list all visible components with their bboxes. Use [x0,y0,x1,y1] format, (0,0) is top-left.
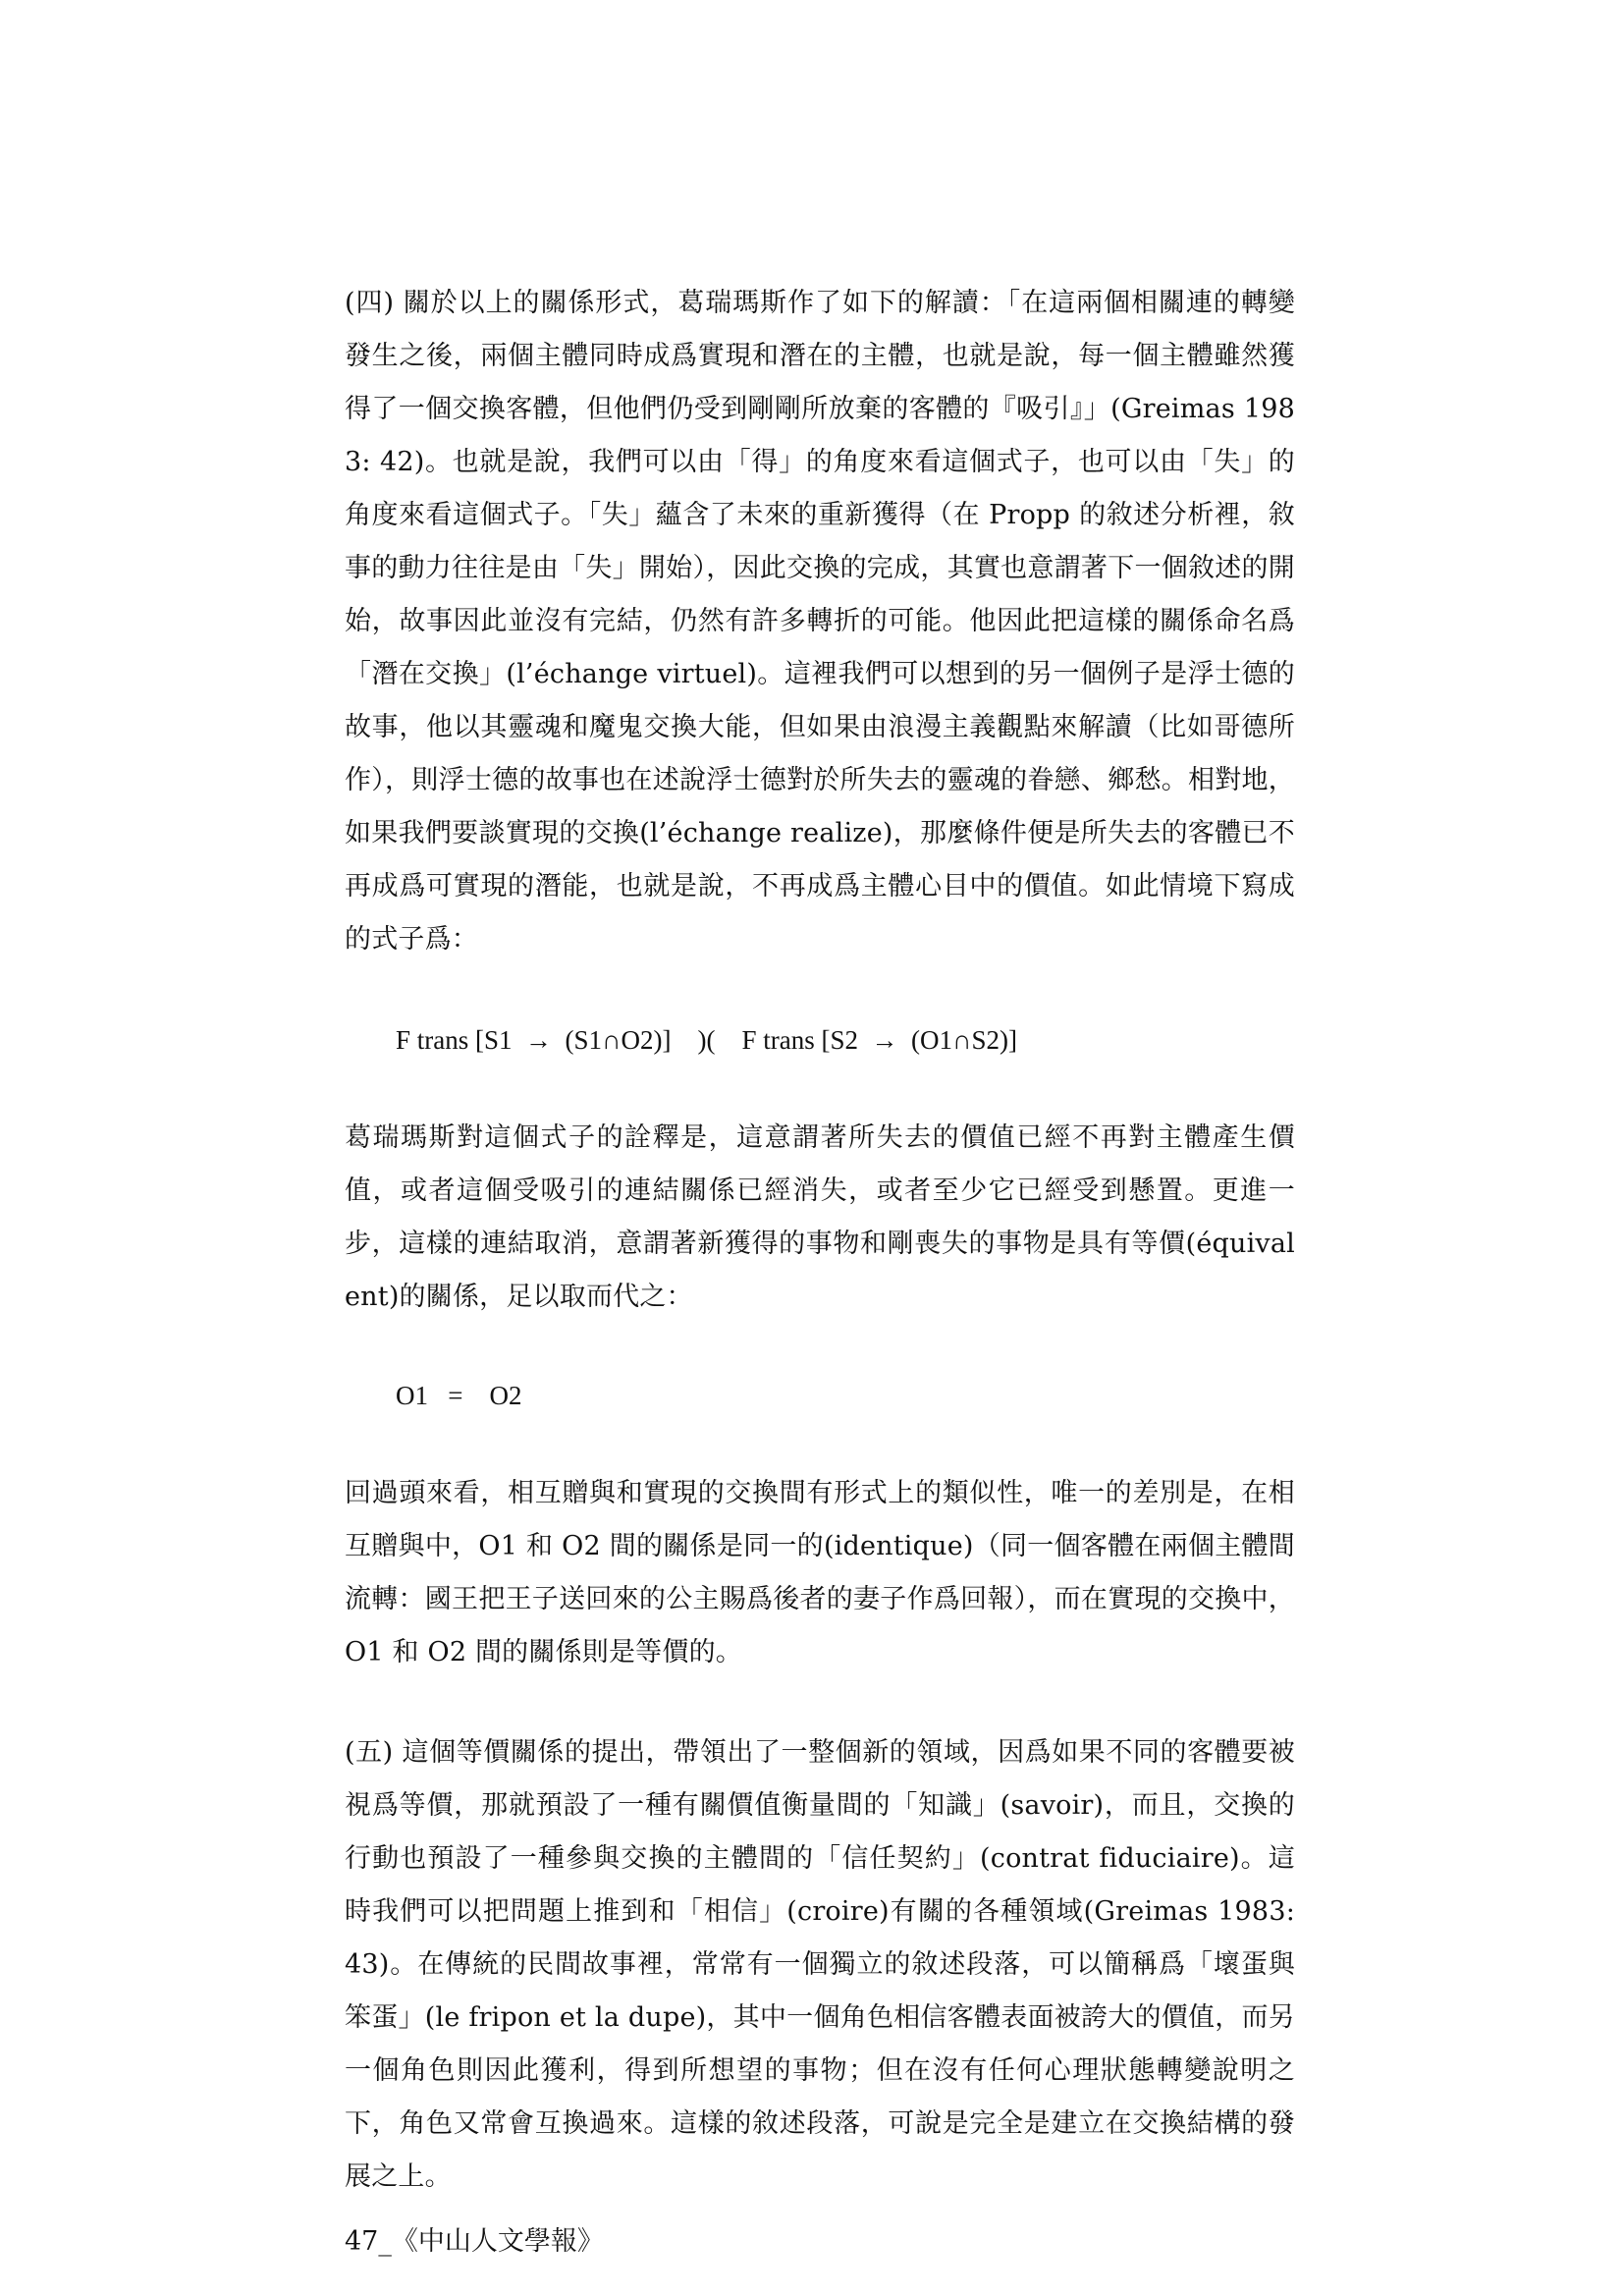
page-content [345,277,1295,2269]
page-footer: 47_《中山人文學報》 [345,2226,604,2257]
paragraph-five: (五) 這個等價關係的提出，帶領出了一整個新的領域，因爲如果不同的客體要被視爲等價，那就預設了一種有關價值衡量間的「知識」(savoir)，而且，交換的行動也預設了一種參與交換的主體間的「信任契約」(contrat fiduciaire)。這時我們可以把問題上推到和「相信」(croire)有關的各種領域(Greimas 1983: 43)。在傳統的民間故事裡，常常有一個獨立的敘述段落，可以簡稱爲「壞蛋與笨蛋」(le fripon et la dupe)，其中一個角色相信客體表面被誇大的價值，而另一個角色則因此獲利，得到所想望的事物；但在沒有任何心理狀態轉變說明之下，角色又常會互換過來。這樣的敘述段落，可說是完全是建立在交換結構的發展之上。 [345,1737,1295,2192]
paragraph-four: (四) 關於以上的關係形式，葛瑞瑪斯作了如下的解讀：「在這兩個相關連的轉變發生之後，兩個主體同時成爲實現和潛在的主體，也就是說，每一個主體雖然獲得了一個交換客體，但他們仍受到剛剛所放棄的客體的『吸引』」(Greimas 1983: 42)。也就是說，我們可以由「得」的角度來看這個式子，也可以由「失」的角度來看這個式子。「失」蘊含了未來的重新獲得（在 Propp 的敘述分析裡，敘事的動力往往是由「失」開始），因此交換的完成，其實也意謂著下一個敘述的開始，故事因此並沒有完結，仍然有許多轉折的可能。他因此把這樣的關係命名爲「潛在交換」(l’échange virtuel)。這裡我們可以想到的另一個例子是浮士德的故事，他以其靈魂和魔鬼交換大能，但如果由浪漫主義觀點來解讀（比如哥德所作），則浮士德的故事也在述說浮士德對於所失去的靈魂的眷戀、鄉愁。相對地，如果我們要談實現的交換(l’échange realize)，那麼條件便是所失去的客體已不再成爲可實現的潛能，也就是說，不再成爲主體心目中的價值。如此情境下寫成的式子爲： [345,288,1295,955]
formula-transformation: F trans [S1 → (S1∩O2)] )( F trans [S2 → (O1∩S2)] [396,1025,1017,1055]
formula-equivalence: O1 = O2 [396,1381,522,1410]
paragraph-comparison: 回過頭來看，相互贈與和實現的交換間有形式上的類似性，唯一的差別是，在相互贈與中，O1 和 O2 間的關係是同一的(identique)（同一個客體在兩個主體間流轉：國王把王子送回來的公主賜爲後者的妻子作爲回報），而在實現的交換中，O1 和 O2 間的關係則是等價的。 [345,1478,1295,1667]
paragraph-interpretation: 葛瑞瑪斯對這個式子的詮釋是，這意謂著所失去的價值已經不再對主體產生價值，或者這個受吸引的連結關係已經消失，或者至少它已經受到懸置。更進一步，這樣的連結取消，意謂著新獲得的事物和剛喪失的事物是具有等價(équivalent)的關係，足以取而代之： [345,1122,1295,1312]
